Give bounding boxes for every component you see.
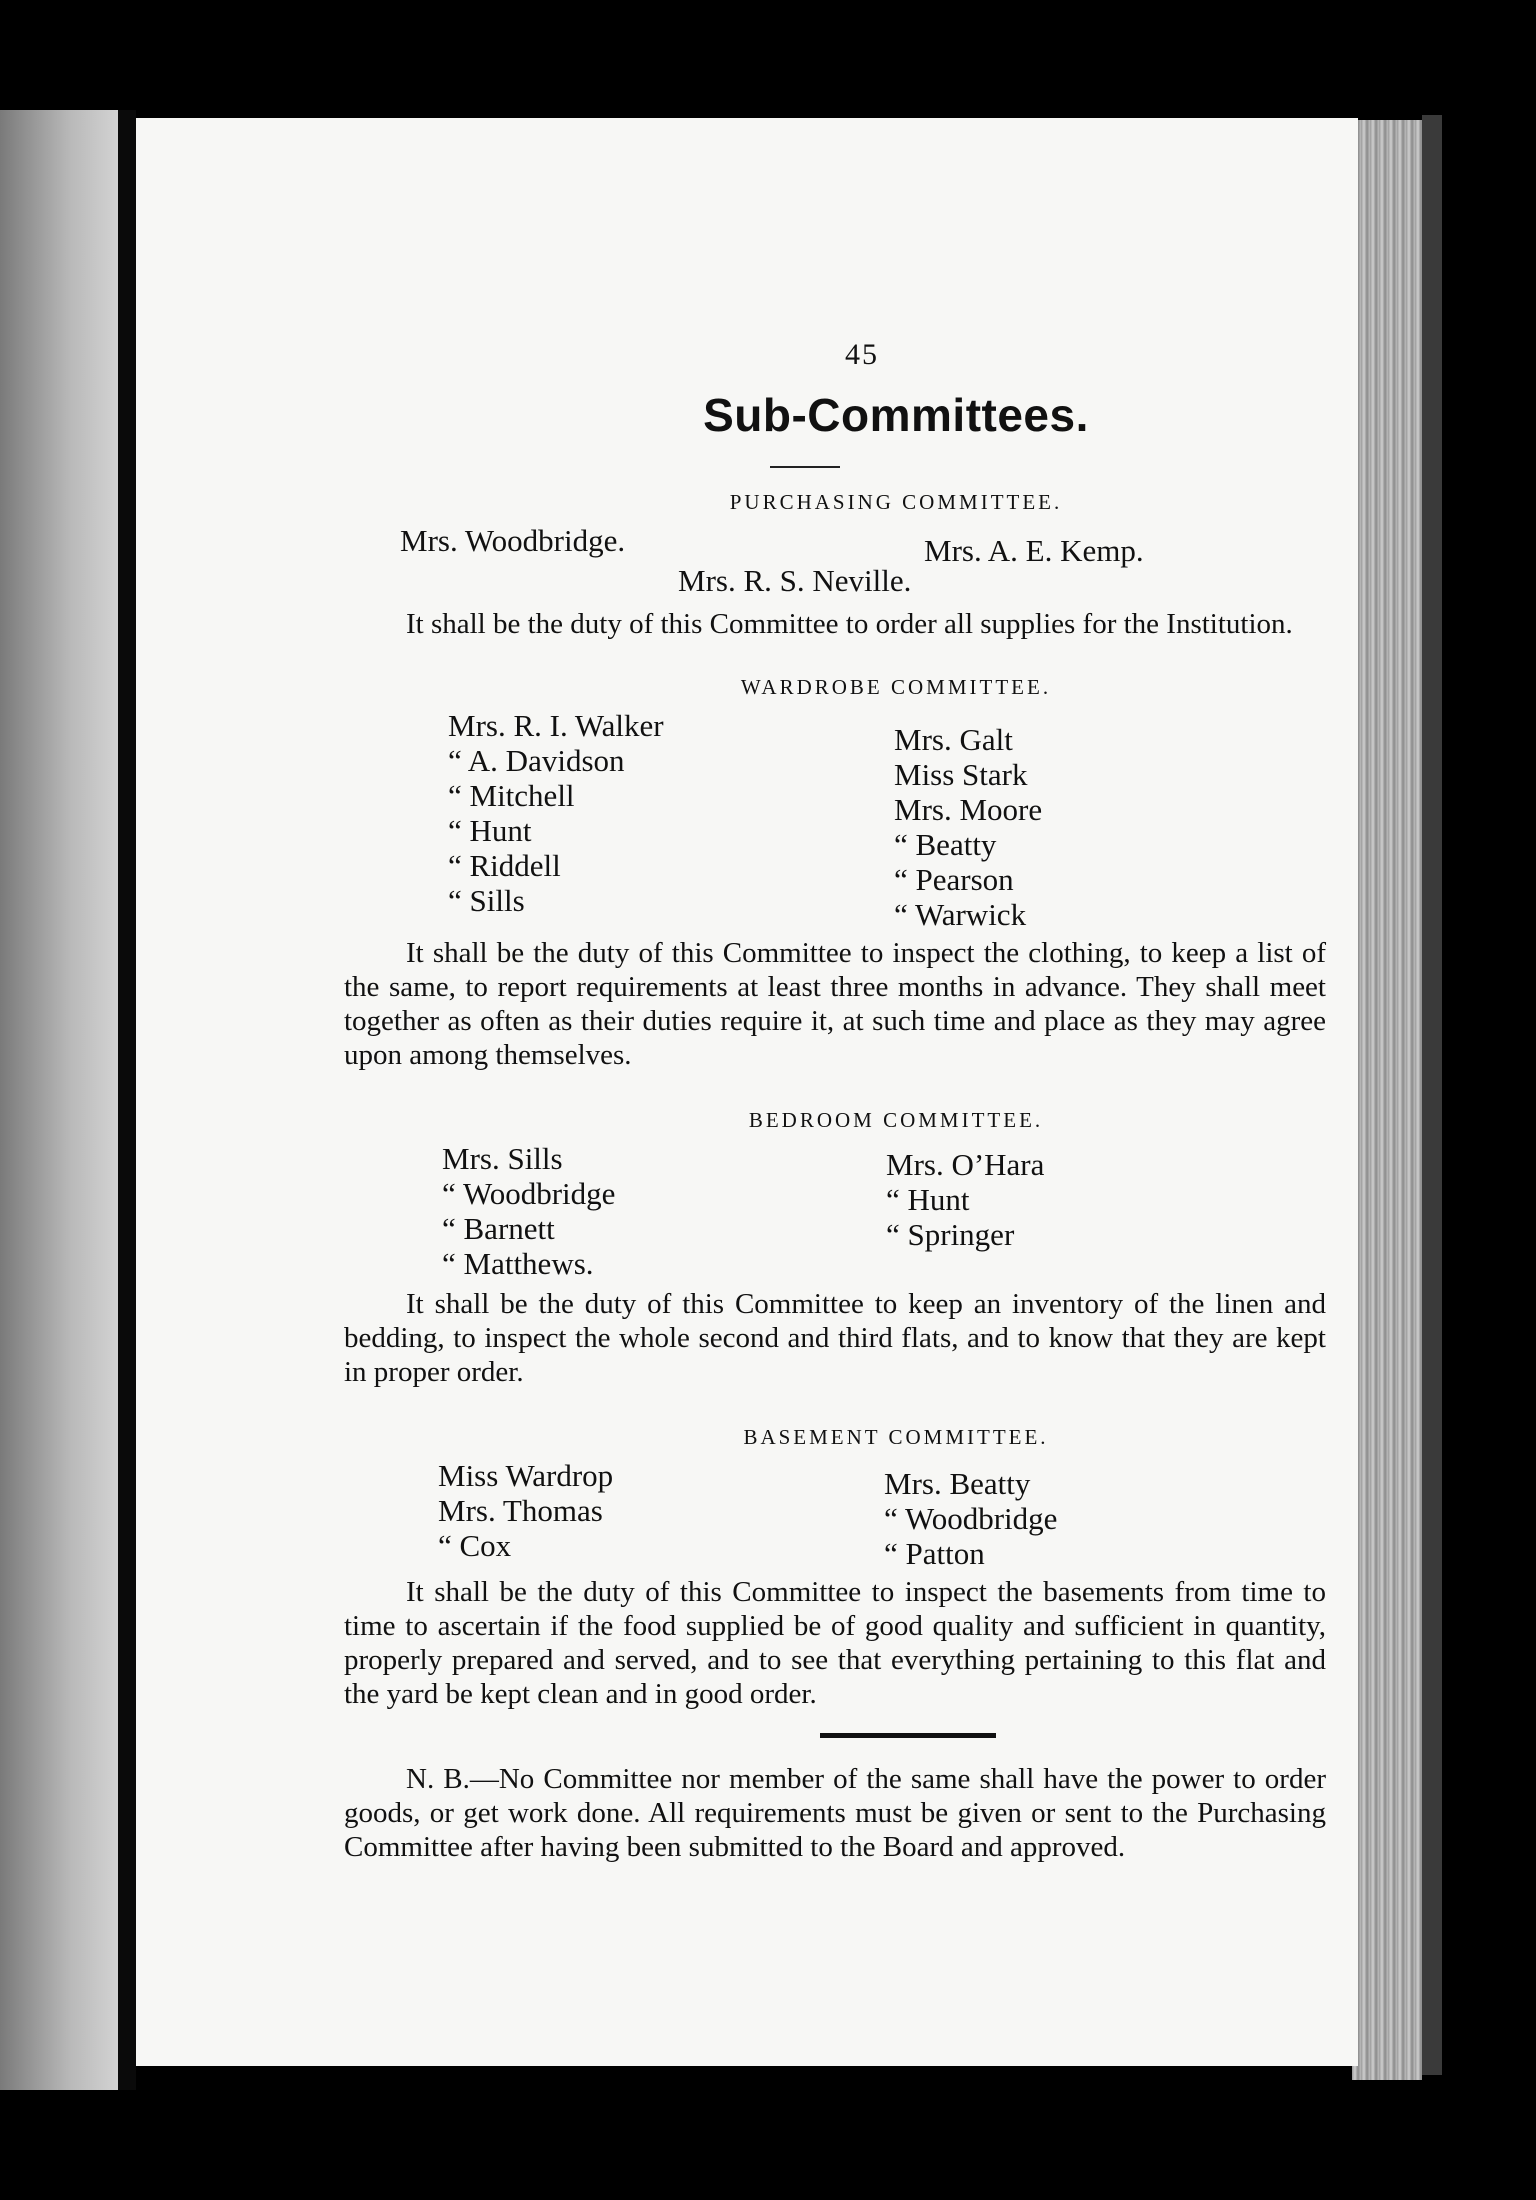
wardrobe-members-right	[894, 708, 1042, 932]
purchasing-member-3: Mrs. R. S. Neville.	[678, 563, 912, 598]
member-name: “ Hunt	[448, 813, 532, 848]
basement-committee-heading: BASEMENT COMMITTEE.	[743, 1425, 1049, 1449]
bedroom-committee-section	[286, 1108, 1426, 1389]
bedroom-duty-text: It shall be the duty of this Committee to keep an inventory of the linen and bedding, to inspect the whole second and third flats, and to know that they are kept in proper order.	[344, 1288, 1326, 1388]
member-name: Mrs. Sills	[442, 1141, 563, 1176]
member-name: “ Springer	[886, 1217, 1015, 1252]
bedroom-members-right	[886, 1141, 1044, 1281]
basement-members-right	[884, 1458, 1057, 1571]
page-title: Sub-Committees.	[703, 389, 1089, 441]
member-name: “ A. Davidson	[448, 743, 625, 778]
member-name: Mrs. Beatty	[884, 1466, 1031, 1501]
title-divider	[770, 466, 840, 468]
member-name: “ Woodbridge	[884, 1501, 1058, 1536]
page-content	[286, 338, 1426, 1864]
member-name: “ Sills	[448, 883, 525, 918]
basement-members-left	[438, 1458, 884, 1571]
book-gutter	[118, 110, 136, 2090]
page-number: 45	[845, 338, 879, 371]
member-name: “ Woodbridge	[442, 1176, 616, 1211]
member-name: Mrs. Moore	[894, 792, 1043, 827]
bedroom-committee-heading: BEDROOM COMMITTEE.	[748, 1108, 1044, 1132]
member-name: “ Patton	[884, 1536, 985, 1571]
purchasing-members-row-2	[286, 563, 1426, 607]
wardrobe-members	[286, 708, 1426, 932]
bedroom-members-left	[442, 1141, 886, 1281]
member-name: “ Beatty	[894, 827, 997, 862]
basement-committee-section	[286, 1425, 1426, 1711]
facing-page-edge	[0, 110, 128, 2090]
section-divider	[820, 1733, 996, 1738]
nota-bene-text: N. B.—No Committee nor member of the same shall have the power to order goods, or get work done. All requirements must be given or sent to the Purchasing Committee after having been submitted to the Board and approved.	[344, 1763, 1326, 1863]
wardrobe-committee-heading: WARDROBE COMMITTEE.	[740, 675, 1052, 699]
member-name: “ Warwick	[894, 897, 1027, 932]
wardrobe-members-left	[448, 708, 894, 932]
member-name: Mrs. Galt	[894, 722, 1013, 757]
member-name: Mrs. O’Hara	[886, 1147, 1045, 1182]
purchasing-duty-text: It shall be the duty of this Committee to order all supplies for the Institution.	[406, 608, 1293, 640]
member-name: “ Barnett	[442, 1211, 555, 1246]
member-name: “ Mitchell	[448, 778, 575, 813]
wardrobe-duty-text: It shall be the duty of this Committee to inspect the clothing, to keep a list of the same, to report requirements at least three months in advance. They shall meet together as often as their duties require it, at such time and place as they may agree upon among themselves.	[344, 937, 1326, 1071]
member-name: “ Pearson	[894, 862, 1014, 897]
member-name: Miss Stark	[894, 757, 1028, 792]
member-name: Mrs. Thomas	[438, 1493, 603, 1528]
book-page	[136, 118, 1358, 2066]
basement-duty-text: It shall be the duty of this Committee to inspect the basements from time to time to ascertain if the food supplied be of good quality and sufficient in quantity, properly prepared and served, and to see that everything pertaining to this flat and the yard be kept clean and in good order.	[344, 1576, 1326, 1710]
basement-members	[286, 1458, 1426, 1571]
purchasing-member-2: Mrs. A. E. Kemp.	[924, 533, 1144, 568]
purchasing-committee-heading: PURCHASING COMMITTEE.	[729, 490, 1063, 514]
purchasing-committee-section	[286, 490, 1426, 641]
member-name: Mrs. R. I. Walker	[448, 708, 664, 743]
wardrobe-committee-section	[286, 675, 1426, 1072]
member-name: Miss Wardrop	[438, 1458, 614, 1493]
member-name: “ Matthews.	[442, 1246, 594, 1281]
member-name: “ Hunt	[886, 1182, 970, 1217]
member-name: “ Cox	[438, 1528, 512, 1563]
purchasing-members-row-1	[286, 523, 1426, 567]
purchasing-member-1: Mrs. Woodbridge.	[400, 523, 626, 558]
bedroom-members	[286, 1141, 1426, 1281]
member-name: “ Riddell	[448, 848, 561, 883]
